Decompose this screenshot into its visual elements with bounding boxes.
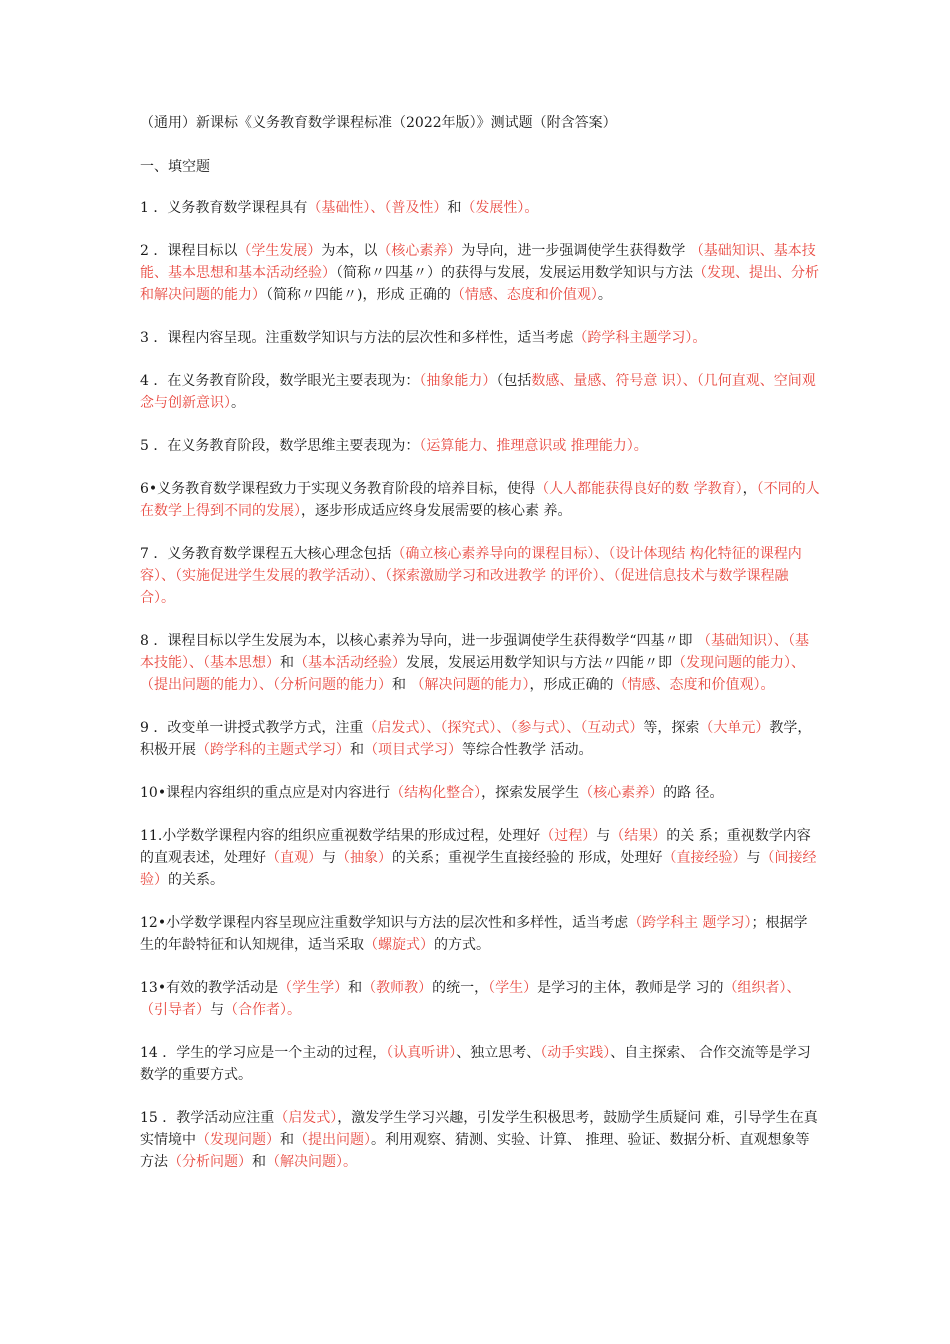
question-text: 。 bbox=[597, 287, 612, 303]
answer-text: （教师教） bbox=[362, 980, 433, 996]
question-text: 和 bbox=[280, 655, 294, 671]
answer-text: （螺旋式） bbox=[364, 937, 434, 953]
question-item bbox=[140, 1107, 820, 1173]
answer-text: （组织者）、（引导者） bbox=[140, 980, 801, 1018]
answer-text: （发展性）。 bbox=[461, 200, 539, 216]
question-text: 6•义务教育数学课程致力于实现义务教育阶段的培养目标，使得 bbox=[140, 481, 536, 497]
question-item bbox=[140, 478, 820, 522]
answer-text: （合作者）。 bbox=[224, 1002, 301, 1018]
question-text: 、独立思考、 bbox=[456, 1045, 541, 1061]
question-text: 13•有效的教学活动是 bbox=[140, 980, 279, 996]
answer-text: （情感、态度和价值观）。 bbox=[613, 677, 775, 693]
question-text: 的路 径。 bbox=[663, 785, 724, 801]
answer-text: （基本活动经验） bbox=[294, 655, 406, 671]
question-text: 15 ．教学活动应注重 bbox=[140, 1110, 275, 1126]
question-text: 3 ．课程内容呈现。注重数学知识与方法的层次性和多样性，适当考虑 bbox=[140, 330, 574, 346]
document-body bbox=[140, 112, 820, 1194]
question-text: ，形成正确的 bbox=[529, 677, 614, 693]
question-text: ，激发学生学习兴趣，引发学生积极思考，鼓励学生质疑问 难，引导学生在真实情境中 bbox=[140, 1110, 818, 1148]
answer-text: （基础性）、（普及性） bbox=[307, 200, 448, 216]
answer-text: （学生学） bbox=[278, 980, 349, 996]
answer-text: （过程） bbox=[540, 828, 597, 844]
question-text: 的关 系；重视数学内容的直观表述，处理好 bbox=[140, 828, 811, 866]
answer-text: （提出问题） bbox=[294, 1132, 371, 1148]
answer-text: （学生发展） bbox=[237, 243, 322, 259]
question-list bbox=[140, 197, 820, 1173]
question-text: 的关系；重视学生直接经验的 形成，处理好 bbox=[392, 850, 663, 866]
question-text: 8 ．课程目标以学生发展为本，以核心素养为导向，进一步强调使学生获得数学“四基〃即 bbox=[140, 633, 697, 649]
answer-text: （解决问题的能力） bbox=[410, 677, 530, 693]
question-text: 、自主探索、 合作交流等是学习数学的重要方式。 bbox=[140, 1045, 811, 1083]
answer-text: （间接经验） bbox=[140, 850, 817, 888]
answer-text: （跨学科的主题式学习） bbox=[196, 742, 350, 758]
question-text: ，探索发展学生 bbox=[481, 785, 580, 801]
question-text: 发展，发展运用数学知识与方法〃四能〃即 bbox=[406, 655, 672, 671]
answer-text: （启发式） bbox=[274, 1110, 338, 1126]
question-item bbox=[140, 717, 820, 761]
answer-text: （直接经验） bbox=[662, 850, 747, 866]
answer-text: （学生） bbox=[488, 980, 538, 996]
answer-text: （结构化整合） bbox=[390, 785, 482, 801]
answer-text: （分析问题） bbox=[168, 1154, 252, 1170]
question-item bbox=[140, 630, 820, 696]
answer-text: （解决问题）。 bbox=[266, 1154, 357, 1170]
question-text: 与 bbox=[210, 1002, 224, 1018]
question-text: 为本，以 bbox=[321, 243, 378, 259]
question-text: 2 ．课程目标以 bbox=[140, 243, 238, 259]
question-text: ；根据学生的年龄特征和认知规律，适当采取 bbox=[140, 915, 808, 953]
section-heading: 一、填空题 bbox=[140, 159, 210, 175]
answer-text: （核心素养） bbox=[377, 243, 462, 259]
question-text: 。 bbox=[231, 395, 245, 411]
answer-text: （运算能力、推理意识或 推理能力）。 bbox=[419, 438, 648, 454]
answer-text: （结果） bbox=[610, 828, 667, 844]
question-text: 和 bbox=[252, 1154, 266, 1170]
question-text: 与 bbox=[322, 850, 336, 866]
answer-text: （跨学科主 题学习） bbox=[628, 915, 752, 931]
answer-text: （不同的人在数学上得到不同的发展） bbox=[140, 481, 820, 519]
question-text: 教学，积极开展 bbox=[140, 720, 812, 758]
question-text: 的统一， bbox=[432, 980, 489, 996]
answer-text: （发现问题的能力）、（提出问题的能力）、（分析问题的能力） bbox=[140, 655, 805, 693]
question-text: 11.小学数学课程内容的组织应重视数学结果的形成过程，处理好 bbox=[140, 828, 541, 844]
question-text: 。利用观察、猜测、实验、计算、 推理、验证、数据分析、直观想象等方法 bbox=[140, 1132, 810, 1170]
answer-text: （发现、提出、分析和解决问题的能力） bbox=[140, 265, 819, 303]
question-text: 等综合性教学 活动。 bbox=[462, 742, 593, 758]
question-text: 1 ．义务教育数学课程具有 bbox=[140, 200, 308, 216]
question-text: 和 bbox=[348, 980, 363, 996]
question-item bbox=[140, 435, 820, 457]
question-text: 和 bbox=[392, 677, 411, 693]
answer-text: （人人都能获得良好的数 学教育） bbox=[535, 481, 743, 497]
answer-text: （启发式）、（探究式）、（参与式）、（互动式） bbox=[363, 720, 644, 736]
answer-text: （发现问题） bbox=[196, 1132, 280, 1148]
question-text: 和 bbox=[447, 200, 462, 216]
answer-text: 数感、量感、符号意 识）、（几何直观、空间观念与创新意识） bbox=[140, 373, 816, 411]
question-item bbox=[140, 1042, 820, 1086]
answer-text: （认真听讲） bbox=[386, 1045, 457, 1061]
question-text: （包括 bbox=[496, 373, 532, 389]
question-text: 和 bbox=[350, 742, 364, 758]
question-text: ， bbox=[742, 481, 757, 497]
question-text: 和 bbox=[280, 1132, 294, 1148]
answer-text: （确立核心素养导向的课程目标）、（设计体现结 构化特征的课程内容）、（实施促进学生发展的教学活动）、（探索激励学习和改进教学 的评价）、（促进信息技术与数学课程融合）。 bbox=[140, 546, 802, 606]
question-text: 为导向，进一步强调使学生获得数学 bbox=[461, 243, 690, 259]
answer-text: （抽象） bbox=[336, 850, 392, 866]
question-text: 等，探索 bbox=[643, 720, 700, 736]
question-text: 与 bbox=[746, 850, 761, 866]
question-item bbox=[140, 977, 820, 1021]
question-item bbox=[140, 370, 820, 414]
question-item bbox=[140, 782, 820, 804]
document-title: （通用）新课标《义务教育数学课程标准（2022年版）》测试题（附含答案） bbox=[140, 115, 617, 131]
question-item bbox=[140, 240, 820, 306]
question-item bbox=[140, 912, 820, 956]
answer-text: （项目式学习） bbox=[364, 742, 462, 758]
question-item bbox=[140, 197, 820, 219]
question-text: 的关系。 bbox=[168, 872, 224, 888]
question-text: 12•小学数学课程内容呈现应注重数学知识与方法的层次性和多样性，适当考虑 bbox=[140, 915, 629, 931]
question-item bbox=[140, 543, 820, 609]
answer-text: （大单元） bbox=[699, 720, 770, 736]
question-text: 14 ．学生的学习应是一个主动的过程， bbox=[140, 1045, 387, 1061]
question-text: 10•课程内容组织的重点应是对内容进行 bbox=[140, 785, 391, 801]
answer-text: （基础知识）、（基本技能）、（基本思想） bbox=[140, 633, 809, 671]
question-text: 的方式。 bbox=[434, 937, 490, 953]
question-text: 与 bbox=[596, 828, 611, 844]
answer-text: （抽象能力） bbox=[419, 373, 497, 389]
answer-text: （核心素养） bbox=[579, 785, 664, 801]
question-text: 7 ．义务教育数学课程五大核心理念包括 bbox=[140, 546, 392, 562]
question-text: （简称〃四能〃)，形成 正确的 bbox=[266, 287, 451, 303]
answer-text: （情感、态度和价值观） bbox=[450, 287, 598, 303]
answer-text: （动手实践） bbox=[540, 1045, 611, 1061]
answer-text: （直观） bbox=[266, 850, 322, 866]
question-text: 9 ．改变单一讲授式教学方式，注重 bbox=[140, 720, 364, 736]
question-text: 是学习的主体，教师是学 习的 bbox=[537, 980, 724, 996]
question-item bbox=[140, 327, 820, 349]
question-text: ，逐步形成适应终身发展需要的核心素 养。 bbox=[301, 503, 572, 519]
answer-text: （跨学科主题学习）。 bbox=[573, 330, 707, 346]
question-text: （简称〃四基〃）的获得与发展，发展运用数学知识与方法 bbox=[336, 265, 693, 281]
question-text: 5 ．在义务教育阶段，数学思维主要表现为： bbox=[140, 438, 420, 454]
answer-text: （基础知识、基本技能、基本思想和基本活动经验） bbox=[140, 243, 816, 281]
question-text: 4 ．在义务教育阶段，数学眼光主要表现为： bbox=[140, 373, 420, 389]
question-item bbox=[140, 825, 820, 891]
